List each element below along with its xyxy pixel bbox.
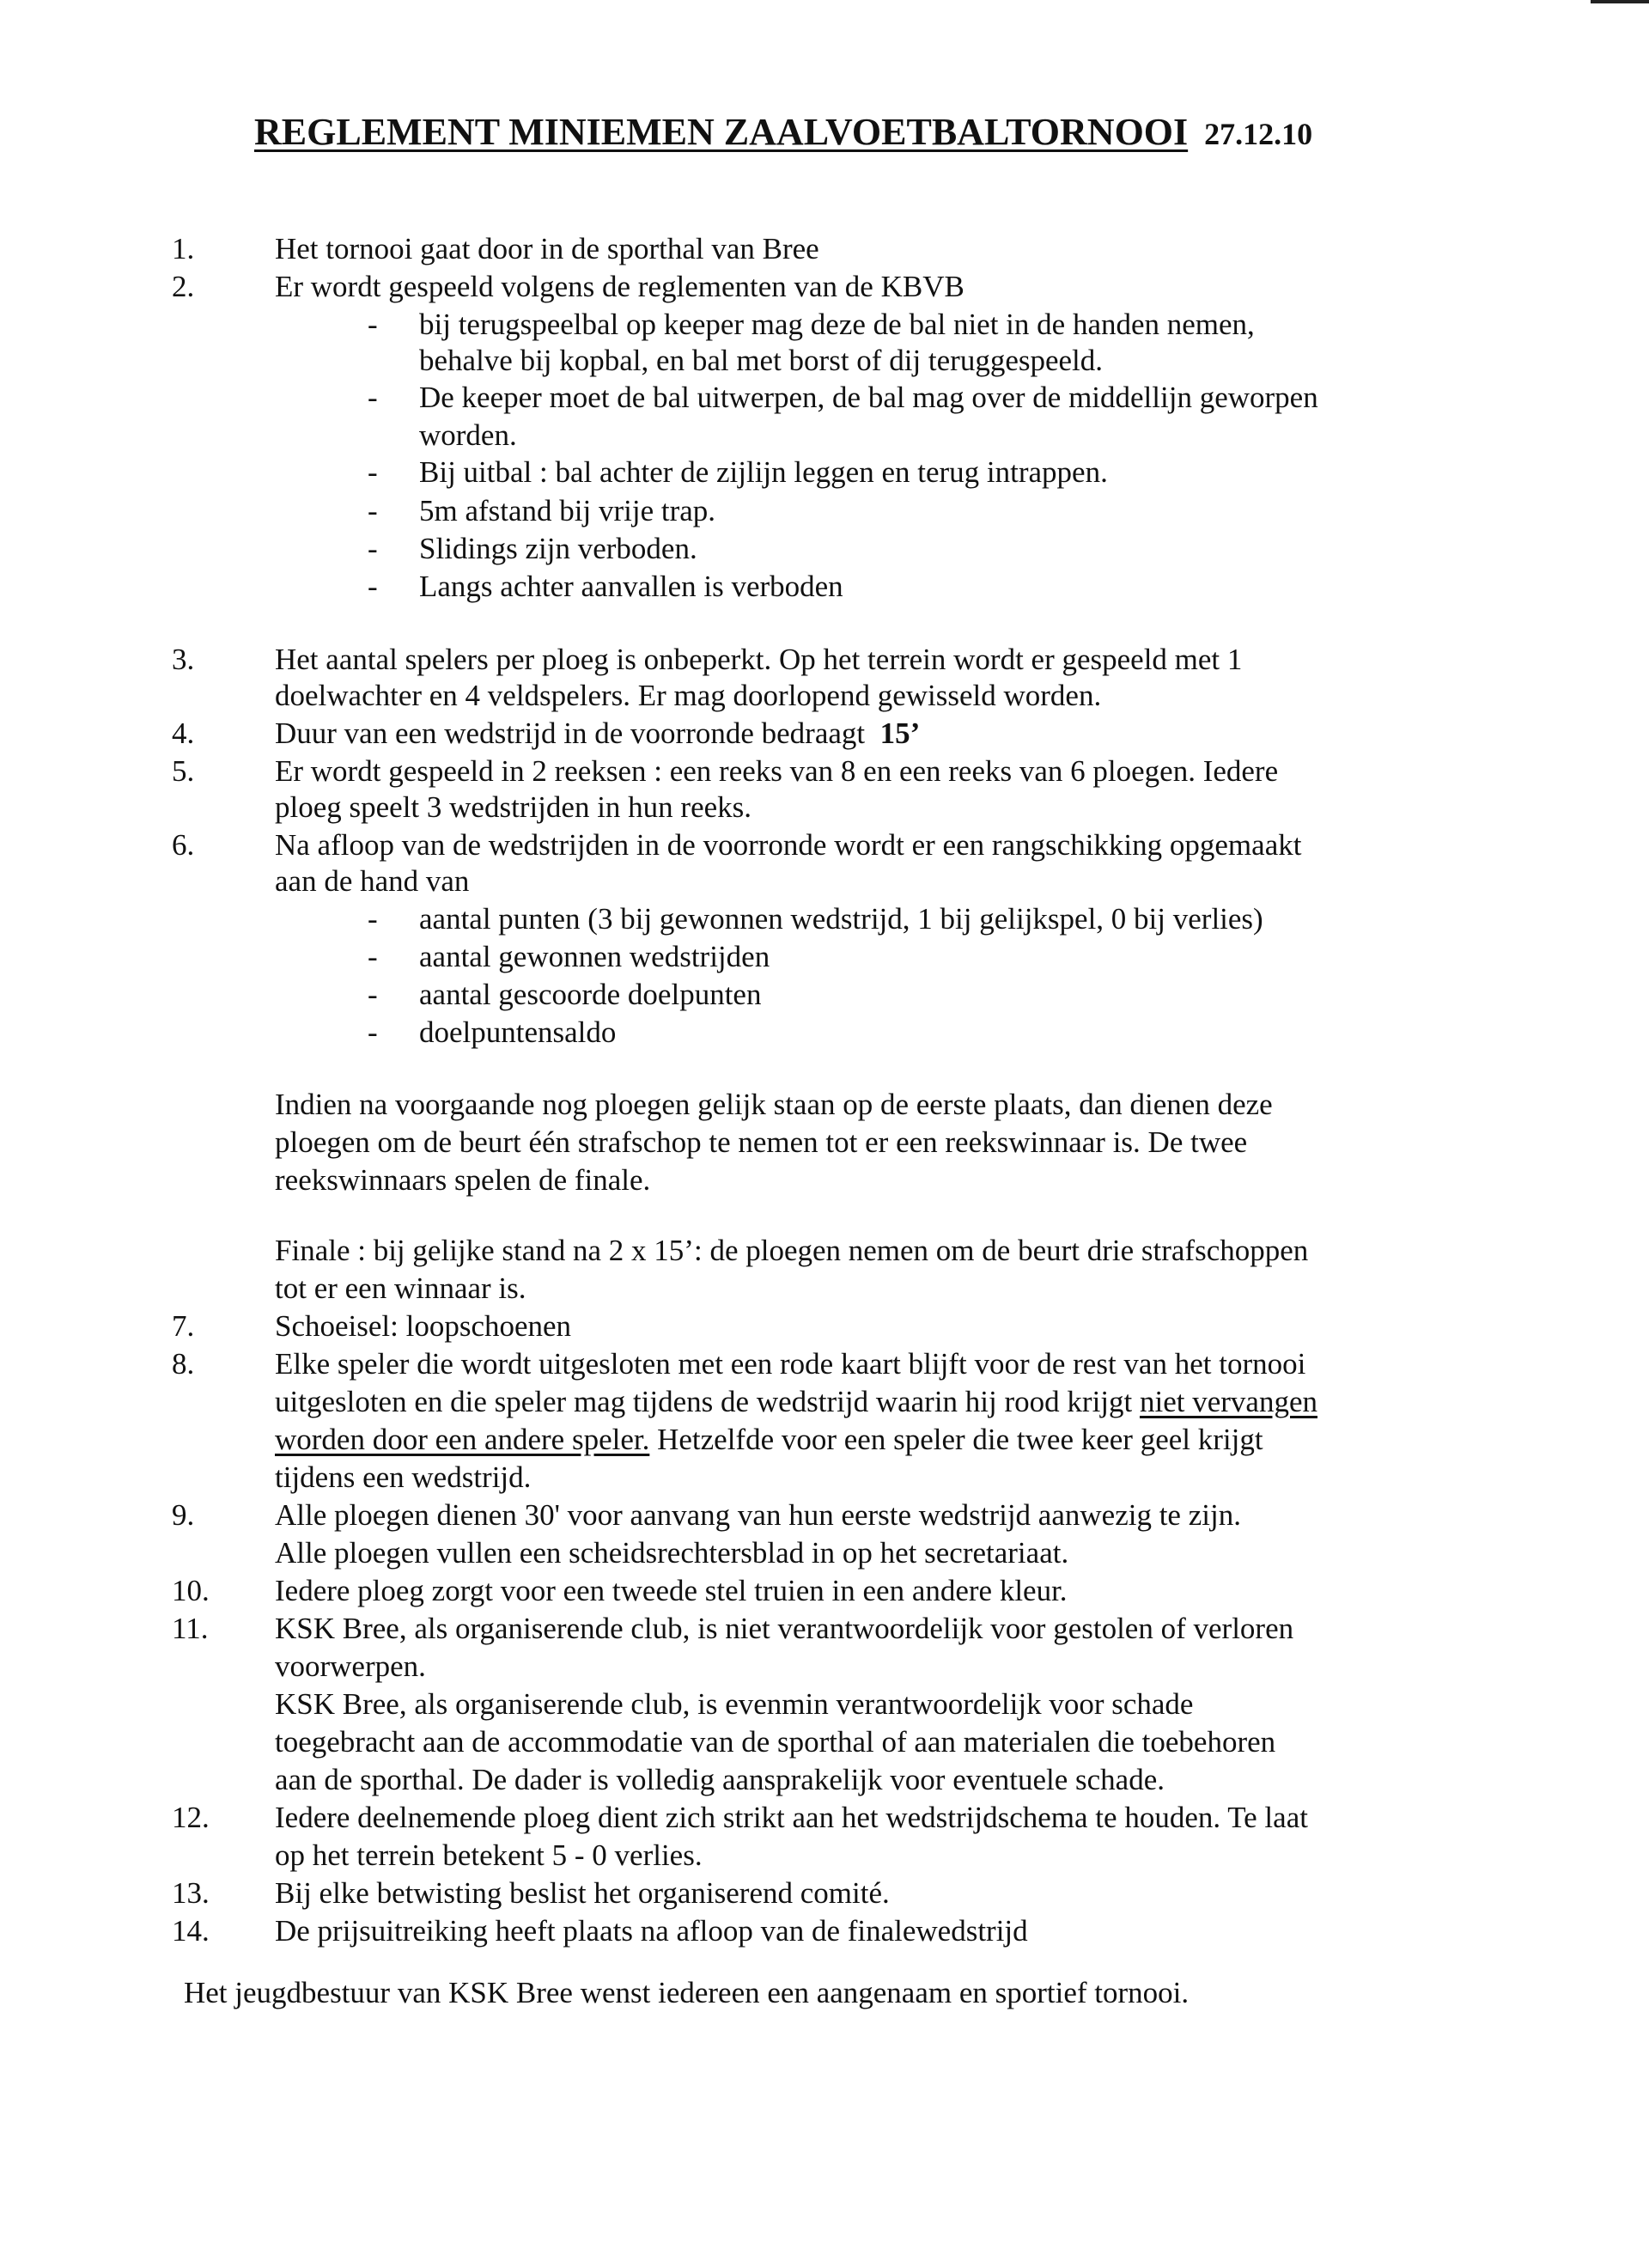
item-number: 6.	[172, 828, 195, 862]
item-text-continued: aan de sporthal. De dader is volledig aansprakelijk voor eventuele schade.	[275, 1763, 1165, 1796]
item-number: 8.	[172, 1347, 195, 1381]
duration-value: 15’	[879, 716, 921, 750]
item-text-continued: KSK Bree, als organiserende club, is evenmin verantwoordelijk voor schade	[275, 1687, 1194, 1721]
item-text: Schoeisel: loopschoenen	[275, 1309, 572, 1343]
item-text: Alle ploegen dienen 30' voor aanvang van hun eerste wedstrijd aanwezig te zijn.	[275, 1498, 1241, 1532]
tiebreak-line: reekswinnaars spelen de finale.	[275, 1163, 651, 1197]
item-text-continued: op het terrein betekent 5 - 0 verlies.	[275, 1838, 703, 1872]
underlined-text: worden door een andere speler.	[275, 1423, 650, 1456]
bullet-dash: -	[368, 902, 378, 936]
bullet-dash: -	[368, 381, 378, 414]
item-text: Iedere deelnemende ploeg dient zich strikt aan het wedstrijdschema te houden. Te laat	[275, 1801, 1308, 1834]
item-text	[275, 715, 1477, 753]
title-main: REGLEMENT MINIEMEN ZAALVOETBALTORNOOI	[254, 111, 1189, 153]
rule-line: 5m afstand bij vrije trap.	[419, 494, 716, 527]
rule-line: behalve bij kopbal, en bal met borst of dij teruggespeeld.	[419, 344, 1104, 377]
bullet-dash: -	[368, 532, 378, 565]
item-text-continued	[275, 1383, 1477, 1421]
rule-line: Slidings zijn verboden.	[419, 532, 697, 565]
item-text-continued: tijdens een wedstrijd.	[275, 1460, 532, 1494]
item-text-continued: Alle ploegen vullen een scheidsrechtersblad in op het secretariaat.	[275, 1536, 1069, 1570]
item-text: Elke speler die wordt uitgesloten met een rode kaart blijft voor de rest van het tornooi	[275, 1347, 1306, 1381]
criterion-line: aantal gewonnen wedstrijden	[419, 940, 770, 973]
rule-line: De keeper moet de bal uitwerpen, de bal mag over de middellijn geworpen	[419, 381, 1318, 414]
title-date: 27.12.10	[1204, 117, 1313, 151]
rule-line: Langs achter aanvallen is verboden	[419, 570, 843, 603]
item-number: 13.	[172, 1876, 210, 1910]
item-number: 11.	[172, 1612, 209, 1645]
item-number: 9.	[172, 1498, 195, 1532]
rule-line: Bij uitbal : bal achter de zijlijn leggen en terug intrappen.	[419, 455, 1108, 489]
item-text-continued: aan de hand van	[275, 864, 470, 898]
item-number: 7.	[172, 1309, 195, 1343]
item-text-part: uitgesloten en die speler mag tijdens de wedstrijd waarin hij rood krijgt	[275, 1385, 1133, 1418]
item-number: 12.	[172, 1801, 210, 1834]
item-text-main: Duur van een wedstrijd in de voorronde bedraagt	[275, 716, 866, 750]
item-text-continued: ploeg speelt 3 wedstrijden in hun reeks.	[275, 790, 752, 824]
bullet-dash: -	[368, 570, 378, 603]
bullet-dash: -	[368, 494, 378, 527]
document-title	[254, 110, 1457, 154]
item-text: Er wordt gespeeld in 2 reeksen : een reeks van 8 en een reeks van 6 ploegen. Iedere	[275, 754, 1279, 788]
item-text-continued	[275, 1421, 1477, 1459]
item-number: 4.	[172, 716, 195, 750]
item-number: 3.	[172, 643, 195, 676]
item-number: 14.	[172, 1914, 210, 1948]
rule-line: worden.	[419, 418, 517, 452]
underlined-text: niet vervangen	[1140, 1385, 1317, 1418]
item-text: Iedere ploeg zorgt voor een tweede stel truien in een andere kleur.	[275, 1574, 1068, 1607]
item-text: KSK Bree, als organiserende club, is niet verantwoordelijk voor gestolen of verloren	[275, 1612, 1294, 1645]
rule-line: bij terugspeelbal op keeper mag deze de bal niet in de handen nemen,	[419, 308, 1255, 341]
item-text-part: Hetzelfde voor een speler die twee keer geel krijgt	[657, 1423, 1263, 1456]
finale-line: Finale : bij gelijke stand na 2 x 15’: de ploegen nemen om de beurt drie strafschoppen	[275, 1234, 1309, 1267]
criterion-line: doelpuntensaldo	[419, 1015, 617, 1049]
bullet-dash: -	[368, 1015, 378, 1049]
bullet-dash: -	[368, 940, 378, 973]
item-number: 5.	[172, 754, 195, 788]
item-text: De prijsuitreiking heeft plaats na afloop van de finalewedstrijd	[275, 1914, 1028, 1948]
bullet-dash: -	[368, 308, 378, 341]
criterion-line: aantal punten (3 bij gewonnen wedstrijd, 1 bij gelijkspel, 0 bij verlies)	[419, 902, 1263, 936]
item-text: Na afloop van de wedstrijden in de voorronde wordt er een rangschikking opgemaakt	[275, 828, 1302, 862]
item-text: Het aantal spelers per ploeg is onbeperkt. Op het terrein wordt er gespeeld met 1	[275, 643, 1243, 676]
scan-mark	[1591, 0, 1649, 3]
item-text: Het tornooi gaat door in de sporthal van Bree	[275, 232, 819, 265]
item-text-continued: voorwerpen.	[275, 1649, 426, 1683]
item-number: 1.	[172, 232, 195, 265]
finale-line: tot er een winnaar is.	[275, 1271, 526, 1305]
bullet-dash: -	[368, 455, 378, 489]
item-number: 2.	[172, 270, 195, 303]
item-text-continued: doelwachter en 4 veldspelers. Er mag doorlopend gewisseld worden.	[275, 679, 1102, 712]
criterion-line: aantal gescoorde doelpunten	[419, 978, 762, 1011]
tiebreak-line: ploegen om de beurt één strafschop te nemen tot er een reekswinnaar is. De twee	[275, 1125, 1248, 1159]
closing-message: Het jeugdbestuur van KSK Bree wenst iedereen een aangenaam en sportief tornooi.	[184, 1976, 1190, 2009]
item-text-continued: toegebracht aan de accommodatie van de sporthal of aan materialen die toebehoren	[275, 1725, 1276, 1759]
item-text: Er wordt gespeeld volgens de reglementen van de KBVB	[275, 270, 964, 303]
tiebreak-line: Indien na voorgaande nog ploegen gelijk staan op de eerste plaats, dan dienen deze	[275, 1088, 1273, 1121]
bullet-dash: -	[368, 978, 378, 1011]
item-number: 10.	[172, 1574, 210, 1607]
item-text: Bij elke betwisting beslist het organiserend comité.	[275, 1876, 890, 1910]
